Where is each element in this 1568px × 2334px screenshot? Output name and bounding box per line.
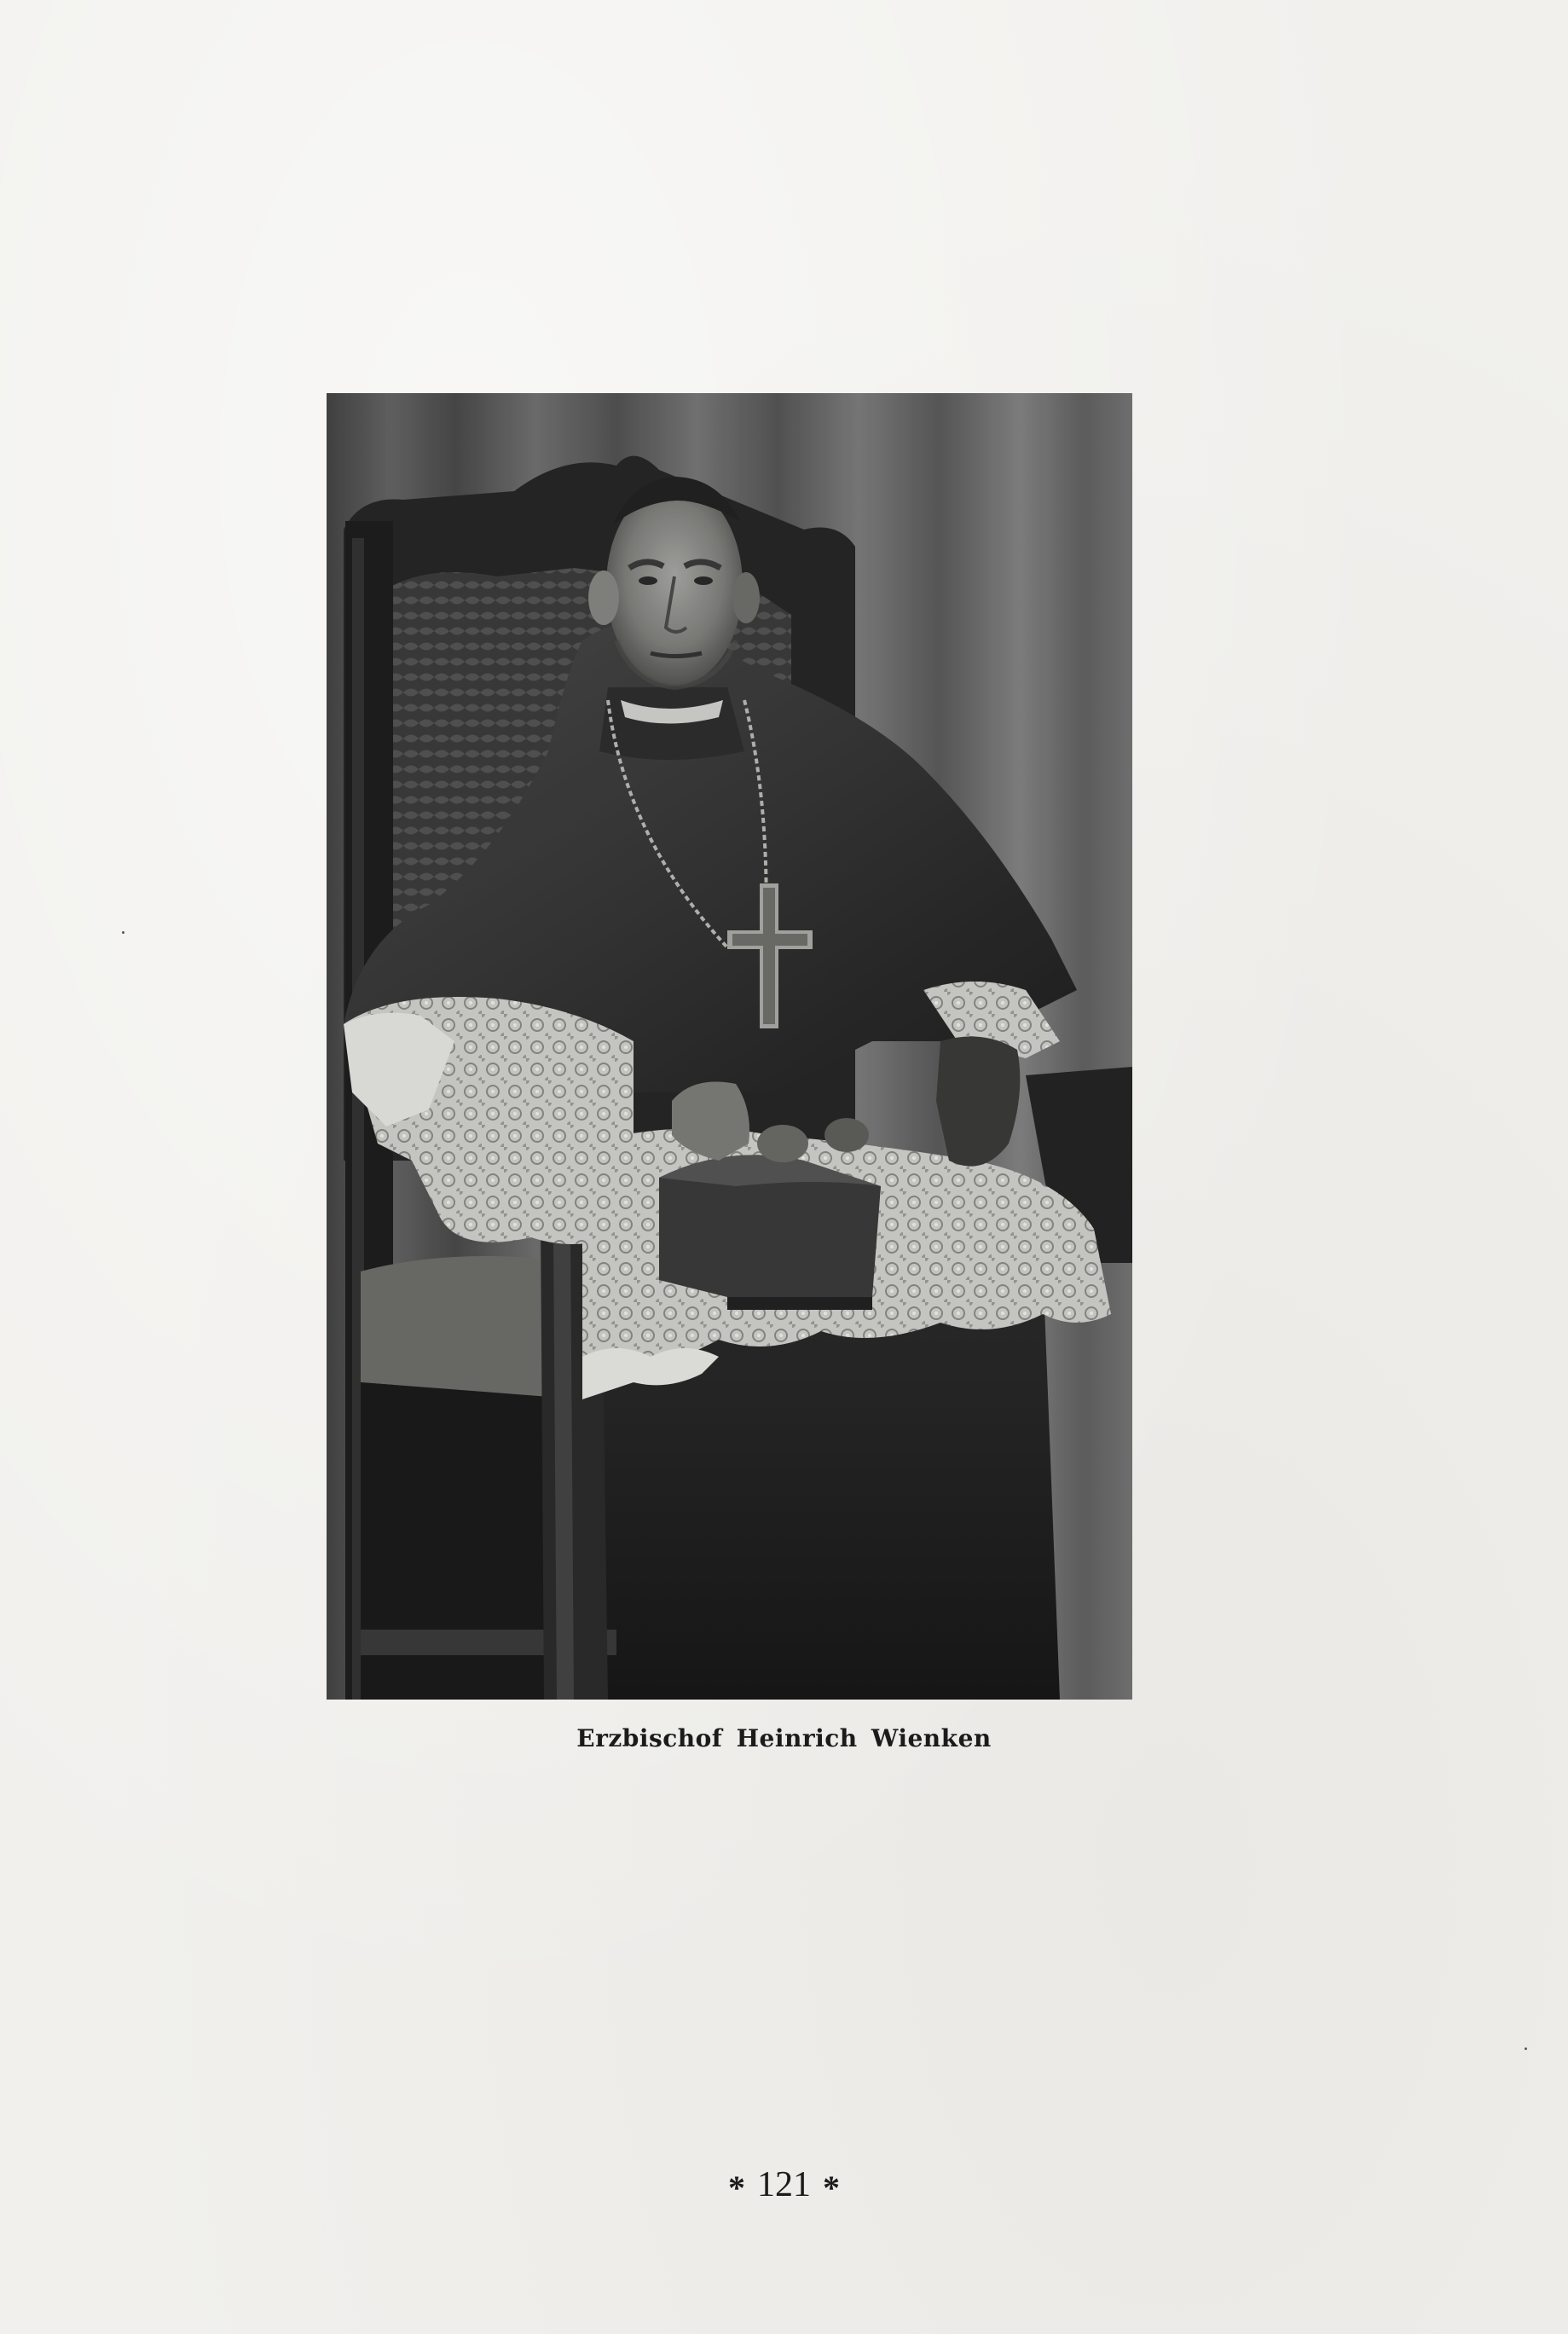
portrait-photo-drawing xyxy=(327,393,1132,1700)
page-number-star-left: * xyxy=(728,2168,745,2207)
portrait-photo xyxy=(327,393,1132,1700)
paper-speck xyxy=(1525,2047,1527,2050)
page-number-value: 121 xyxy=(757,2165,811,2204)
page-number-star-right: * xyxy=(823,2168,840,2207)
photo-caption: Erzbischof Heinrich Wienken xyxy=(576,1724,992,1752)
page-number xyxy=(0,2164,1568,2208)
paper-speck xyxy=(122,931,124,934)
